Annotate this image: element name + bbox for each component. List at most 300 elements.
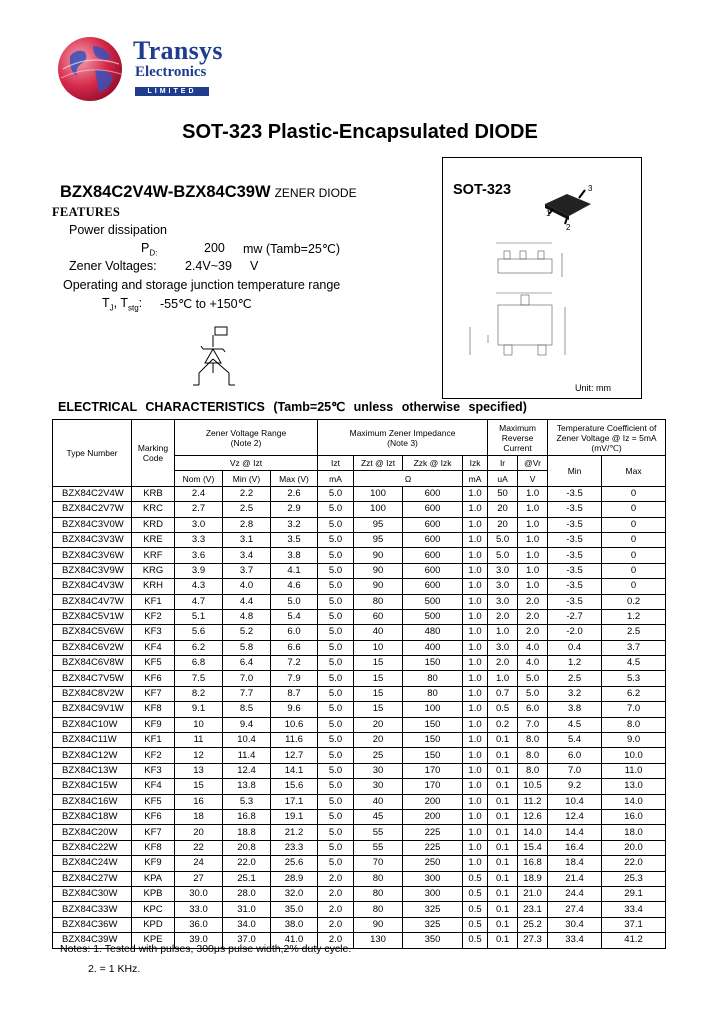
table-cell: 1.0: [463, 594, 488, 609]
table-cell: 5.0: [318, 594, 354, 609]
table-cell: 0: [602, 548, 666, 563]
table-cell: 10.6: [271, 717, 318, 732]
table-cell: 2.5: [602, 625, 666, 640]
table-cell: 1.0: [463, 625, 488, 640]
table-cell: KRE: [132, 532, 175, 547]
table-cell: 6.6: [271, 640, 318, 655]
sub-vr: @Vr: [518, 456, 548, 471]
table-cell: KRD: [132, 517, 175, 532]
col-max: Max (V): [271, 471, 318, 486]
table-cell: 6.0: [518, 702, 548, 717]
table-cell: 90: [354, 563, 403, 578]
unit-izk-ma: mA: [463, 471, 488, 486]
table-row: [53, 563, 666, 578]
table-cell: 5.0: [318, 809, 354, 824]
sub-zzk: Zzk @ Izk: [403, 456, 463, 471]
table-cell: BZX84C3V6W: [53, 548, 132, 563]
table-cell: 150: [403, 656, 463, 671]
table-cell: 5.0: [318, 517, 354, 532]
table-cell: 9.0: [602, 733, 666, 748]
table-cell: 6.2: [602, 686, 666, 701]
note-2: 2. = 1 KHz.: [88, 963, 141, 975]
table-cell: KRG: [132, 563, 175, 578]
table-cell: 95: [354, 532, 403, 547]
table-cell: 3.2: [548, 686, 602, 701]
sub-izk: Izk: [463, 456, 488, 471]
table-cell: 30: [354, 763, 403, 778]
table-cell: KF9: [132, 856, 175, 871]
brand-limited-bar: LIMITED: [135, 87, 209, 96]
table-cell: 2.5: [548, 671, 602, 686]
table-cell: 2.0: [488, 609, 518, 624]
table-cell: 11.2: [518, 794, 548, 809]
table-cell: KPC: [132, 902, 175, 917]
table-cell: 12.6: [518, 809, 548, 824]
table-cell: 29.1: [602, 886, 666, 901]
table-cell: 2.0: [318, 886, 354, 901]
table-cell: 7.9: [271, 671, 318, 686]
table-cell: 33.4: [548, 933, 602, 948]
table-cell: 3.1: [223, 532, 271, 547]
table-cell: 15: [354, 702, 403, 717]
table-cell: 3.7: [223, 563, 271, 578]
table-cell: 8.0: [518, 733, 548, 748]
table-cell: BZX84C3V3W: [53, 532, 132, 547]
table-cell: 5.0: [318, 486, 354, 501]
table-cell: 0.2: [488, 717, 518, 732]
table-cell: 25.3: [602, 871, 666, 886]
table-cell: 1.0: [463, 809, 488, 824]
table-cell: KF7: [132, 825, 175, 840]
table-cell: 18.9: [518, 871, 548, 886]
table-cell: 325: [403, 902, 463, 917]
header-temp-coefficient: Temperature Coefficient of Zener Voltage @ Iz = 5mA (mV/℃): [548, 420, 666, 456]
table-cell: 1.0: [488, 625, 518, 640]
table-cell: 37.0: [223, 933, 271, 948]
table-cell: 19.1: [271, 809, 318, 824]
table-cell: 8.0: [518, 763, 548, 778]
table-cell: 5.0: [318, 856, 354, 871]
table-cell: 600: [403, 548, 463, 563]
electrical-characteristics-table: [52, 419, 666, 949]
table-cell: 1.2: [602, 609, 666, 624]
table-cell: 2.6: [271, 486, 318, 501]
table-cell: 2.9: [271, 502, 318, 517]
table-cell: 10.0: [602, 748, 666, 763]
zener-voltage-value: 2.4V~39: [185, 259, 232, 273]
table-cell: 170: [403, 779, 463, 794]
table-cell: 0.2: [602, 594, 666, 609]
table-cell: KF3: [132, 625, 175, 640]
table-cell: 3.5: [271, 532, 318, 547]
table-body: [53, 486, 666, 948]
package-label: SOT-323: [453, 182, 512, 198]
table-cell: 5.0: [318, 579, 354, 594]
table-cell: 500: [403, 594, 463, 609]
unit-ua: uA: [488, 471, 518, 486]
table-cell: 0.1: [488, 886, 518, 901]
table-cell: 95: [354, 517, 403, 532]
table-cell: 4.0: [518, 640, 548, 655]
table-cell: 7.5: [175, 671, 223, 686]
table-cell: 24.4: [548, 886, 602, 901]
table-cell: 8.7: [271, 686, 318, 701]
pd-p: P: [141, 241, 150, 255]
table-cell: 150: [403, 717, 463, 732]
pd-sub: D:: [149, 248, 158, 258]
table-cell: BZX84C10W: [53, 717, 132, 732]
table-cell: 2.0: [488, 656, 518, 671]
table-cell: 18.0: [602, 825, 666, 840]
table-cell: 1.0: [463, 686, 488, 701]
table-cell: 0.1: [488, 840, 518, 855]
power-dissipation-label: Power dissipation: [69, 223, 167, 237]
table-cell: 3.8: [548, 702, 602, 717]
table-cell: 100: [354, 502, 403, 517]
table-cell: 600: [403, 563, 463, 578]
table-cell: 3.0: [488, 594, 518, 609]
table-cell: 1.0: [488, 671, 518, 686]
table-cell: BZX84C12W: [53, 748, 132, 763]
table-cell: 0.1: [488, 748, 518, 763]
table-cell: KRF: [132, 548, 175, 563]
part-kind: ZENER DIODE: [274, 186, 357, 200]
header-zener-impedance: Maximum Zener Impedance (Note 3): [318, 420, 488, 456]
table-cell: BZX84C24W: [53, 856, 132, 871]
table-cell: 5.2: [223, 625, 271, 640]
col-tc-max: Max: [602, 456, 666, 487]
table-cell: 7.7: [223, 686, 271, 701]
table-cell: 13.8: [223, 779, 271, 794]
table-cell: 2.0: [318, 933, 354, 948]
table-cell: 5.0: [318, 779, 354, 794]
table-cell: -3.5: [548, 594, 602, 609]
table-cell: 1.0: [518, 517, 548, 532]
table-cell: 225: [403, 840, 463, 855]
col-min: Min (V): [223, 471, 271, 486]
table-cell: 55: [354, 840, 403, 855]
table-cell: 5.6: [175, 625, 223, 640]
table-cell: 6.4: [223, 656, 271, 671]
table-cell: 5.0: [318, 640, 354, 655]
table-row: [53, 702, 666, 717]
sub-ir: Ir: [488, 456, 518, 471]
table-cell: 5.0: [318, 625, 354, 640]
table-cell: 10: [175, 717, 223, 732]
table-cell: 8.0: [602, 717, 666, 732]
table-cell: 5.0: [271, 594, 318, 609]
table-cell: 1.0: [463, 502, 488, 517]
table-cell: 3.6: [175, 548, 223, 563]
table-row: [53, 794, 666, 809]
temperature-range-label: Operating and storage junction temperature range: [63, 278, 341, 292]
tj-tstg-symbol: [102, 296, 142, 313]
pd-symbol: [141, 241, 157, 258]
table-cell: 2.2: [223, 486, 271, 501]
table-cell: 0.1: [488, 794, 518, 809]
table-cell: 31.0: [223, 902, 271, 917]
pd-value: 200: [204, 241, 225, 255]
table-cell: KF8: [132, 702, 175, 717]
table-cell: 0.1: [488, 779, 518, 794]
pin-3-label: 3: [588, 184, 593, 193]
table-cell: KF6: [132, 809, 175, 824]
unit-label: Unit: mm: [575, 383, 611, 393]
table-cell: 3.9: [175, 563, 223, 578]
table-cell: 2.0: [518, 594, 548, 609]
table-cell: BZX84C11W: [53, 733, 132, 748]
table-cell: 33.0: [175, 902, 223, 917]
features-heading: FEATURES: [52, 205, 121, 219]
table-cell: 6.0: [548, 748, 602, 763]
table-cell: BZX84C36W: [53, 917, 132, 932]
col-nom: Nom (V): [175, 471, 223, 486]
table-cell: 37.1: [602, 917, 666, 932]
table-cell: 1.0: [463, 702, 488, 717]
table-cell: 0.1: [488, 871, 518, 886]
table-row: [53, 886, 666, 901]
table-row: [53, 609, 666, 624]
table-cell: 25: [354, 748, 403, 763]
table-cell: 0.1: [488, 917, 518, 932]
table-cell: KF7: [132, 686, 175, 701]
table-cell: 4.1: [271, 563, 318, 578]
table-cell: 0.5: [463, 902, 488, 917]
table-cell: 3.2: [271, 517, 318, 532]
table-cell: 5.0: [318, 563, 354, 578]
table-cell: 15.6: [271, 779, 318, 794]
table-cell: 225: [403, 825, 463, 840]
table-cell: 12.7: [271, 748, 318, 763]
table-cell: KF1: [132, 733, 175, 748]
table-cell: KPA: [132, 871, 175, 886]
table-cell: 22.0: [223, 856, 271, 871]
table-row: [53, 502, 666, 517]
table-cell: 41.2: [602, 933, 666, 948]
table-cell: 2.0: [518, 625, 548, 640]
table-cell: 36.0: [175, 917, 223, 932]
table-cell: 80: [354, 594, 403, 609]
table-cell: 3.0: [488, 640, 518, 655]
table-cell: 55: [354, 825, 403, 840]
table-cell: 40: [354, 625, 403, 640]
table-cell: 13: [175, 763, 223, 778]
table-cell: 11: [175, 733, 223, 748]
table-cell: -3.5: [548, 502, 602, 517]
table-cell: 5.0: [318, 825, 354, 840]
table-row: [53, 656, 666, 671]
table-cell: 6.8: [175, 656, 223, 671]
table-cell: 28.9: [271, 871, 318, 886]
table-cell: 2.0: [318, 871, 354, 886]
zener-diode-symbol-icon: [183, 325, 248, 390]
table-cell: 17.1: [271, 794, 318, 809]
table-cell: 30.4: [548, 917, 602, 932]
table-cell: 80: [403, 686, 463, 701]
table-row: [53, 717, 666, 732]
table-row: [53, 517, 666, 532]
table-cell: KF9: [132, 717, 175, 732]
table-cell: 5.0: [488, 532, 518, 547]
table-cell: 170: [403, 763, 463, 778]
table-row: [53, 532, 666, 547]
table-cell: 3.0: [488, 563, 518, 578]
table-cell: 100: [354, 486, 403, 501]
table-cell: 5.0: [318, 717, 354, 732]
unit-izt-ma: mA: [318, 471, 354, 486]
table-cell: 13.0: [602, 779, 666, 794]
pin-2-label: 2: [566, 223, 571, 232]
table-cell: 2.5: [223, 502, 271, 517]
table-row: [53, 594, 666, 609]
table-cell: KRH: [132, 579, 175, 594]
table-cell: 22.0: [602, 856, 666, 871]
table-cell: 5.0: [318, 548, 354, 563]
part-range-heading: [60, 183, 357, 202]
table-cell: 12.4: [548, 809, 602, 824]
table-cell: 14.4: [548, 825, 602, 840]
table-cell: 11.4: [223, 748, 271, 763]
table-cell: 15: [175, 779, 223, 794]
table-cell: 1.0: [463, 748, 488, 763]
table-cell: KF5: [132, 656, 175, 671]
table-cell: BZX84C4V7W: [53, 594, 132, 609]
table-cell: 6.0: [271, 625, 318, 640]
table-row: [53, 640, 666, 655]
table-cell: -3.5: [548, 532, 602, 547]
table-cell: 20: [175, 825, 223, 840]
table-cell: 80: [354, 871, 403, 886]
brand-name: Transys: [133, 36, 223, 65]
table-cell: -3.5: [548, 517, 602, 532]
table-row: [53, 902, 666, 917]
table-cell: 2.4: [175, 486, 223, 501]
table-cell: BZX84C6V8W: [53, 656, 132, 671]
table-cell: 600: [403, 579, 463, 594]
table-cell: 1.0: [463, 532, 488, 547]
table-cell: 0.5: [463, 933, 488, 948]
table-cell: 1.0: [518, 563, 548, 578]
table-cell: 23.3: [271, 840, 318, 855]
table-cell: 5.0: [318, 702, 354, 717]
table-cell: 25.2: [518, 917, 548, 932]
table-cell: 1.0: [463, 856, 488, 871]
table-cell: 16.8: [518, 856, 548, 871]
table-cell: 6.2: [175, 640, 223, 655]
part-range: BZX84C2V4W-BZX84C39W: [60, 183, 271, 201]
table-cell: 9.2: [548, 779, 602, 794]
table-cell: 0: [602, 563, 666, 578]
sub-vz: Vz @ Izt: [175, 456, 318, 471]
table-cell: 16.4: [548, 840, 602, 855]
table-cell: BZX84C4V3W: [53, 579, 132, 594]
table-cell: 150: [403, 733, 463, 748]
table-cell: 1.0: [463, 794, 488, 809]
table-cell: BZX84C7V5W: [53, 671, 132, 686]
table-cell: 2.0: [318, 902, 354, 917]
table-cell: 0.7: [488, 686, 518, 701]
table-cell: 100: [403, 702, 463, 717]
table-cell: 16.0: [602, 809, 666, 824]
header-zener-voltage: Zener Voltage Range (Note 2): [175, 420, 318, 456]
table-cell: 250: [403, 856, 463, 871]
note-1: Notes: 1. Tested with pulses, 300μs pulse width,2% duty cycle.: [60, 943, 352, 955]
table-cell: 1.0: [463, 671, 488, 686]
table-cell: BZX84C3V0W: [53, 517, 132, 532]
table-cell: 3.3: [175, 532, 223, 547]
table-cell: 1.0: [463, 640, 488, 655]
table-cell: 20: [488, 517, 518, 532]
table-cell: 2.7: [175, 502, 223, 517]
tstg: , T: [113, 296, 128, 310]
table-cell: 5.0: [488, 548, 518, 563]
table-cell: 5.0: [318, 686, 354, 701]
table-cell: KF1: [132, 594, 175, 609]
table-cell: 7.0: [548, 763, 602, 778]
table-cell: 30.0: [175, 886, 223, 901]
table-cell: BZX84C16W: [53, 794, 132, 809]
table-cell: BZX84C5V1W: [53, 609, 132, 624]
table-cell: 0.5: [463, 886, 488, 901]
table-cell: 3.8: [271, 548, 318, 563]
table-cell: 28.0: [223, 886, 271, 901]
table-cell: BZX84C20W: [53, 825, 132, 840]
table-cell: 5.0: [318, 763, 354, 778]
table-cell: 1.0: [463, 825, 488, 840]
table-cell: KPB: [132, 886, 175, 901]
globe-logo-icon: [55, 34, 125, 104]
temperature-range-value: -55℃ to +150℃: [160, 297, 252, 311]
table-cell: 4.5: [548, 717, 602, 732]
table-cell: 8.5: [223, 702, 271, 717]
table-cell: 60: [354, 609, 403, 624]
table-cell: 1.0: [463, 779, 488, 794]
table-cell: 35.0: [271, 902, 318, 917]
table-cell: BZX84C33W: [53, 902, 132, 917]
table-row: [53, 733, 666, 748]
tstg-sub: stg: [128, 303, 139, 313]
table-cell: 325: [403, 917, 463, 932]
table-cell: 150: [403, 748, 463, 763]
table-cell: BZX84C6V2W: [53, 640, 132, 655]
table-cell: 7.0: [223, 671, 271, 686]
table-cell: KRB: [132, 486, 175, 501]
table-cell: 600: [403, 502, 463, 517]
table-cell: 1.0: [518, 486, 548, 501]
table-cell: 90: [354, 917, 403, 932]
table-cell: 0: [602, 486, 666, 501]
table-cell: 9.6: [271, 702, 318, 717]
table-cell: 3.0: [488, 579, 518, 594]
table-row: [53, 856, 666, 871]
table-cell: 21.2: [271, 825, 318, 840]
table-cell: BZX84C8V2W: [53, 686, 132, 701]
table-cell: KF6: [132, 671, 175, 686]
table-cell: 15.4: [518, 840, 548, 855]
table-cell: 2.8: [223, 517, 271, 532]
table-cell: 3.0: [175, 517, 223, 532]
table-cell: KPE: [132, 933, 175, 948]
table-cell: 0: [602, 517, 666, 532]
table-cell: 300: [403, 886, 463, 901]
table-cell: 33.4: [602, 902, 666, 917]
table-cell: 25.6: [271, 856, 318, 871]
table-cell: 8.2: [175, 686, 223, 701]
table-cell: 32.0: [271, 886, 318, 901]
table-cell: 3.4: [223, 548, 271, 563]
table-row: [53, 625, 666, 640]
table-cell: 1.0: [463, 717, 488, 732]
